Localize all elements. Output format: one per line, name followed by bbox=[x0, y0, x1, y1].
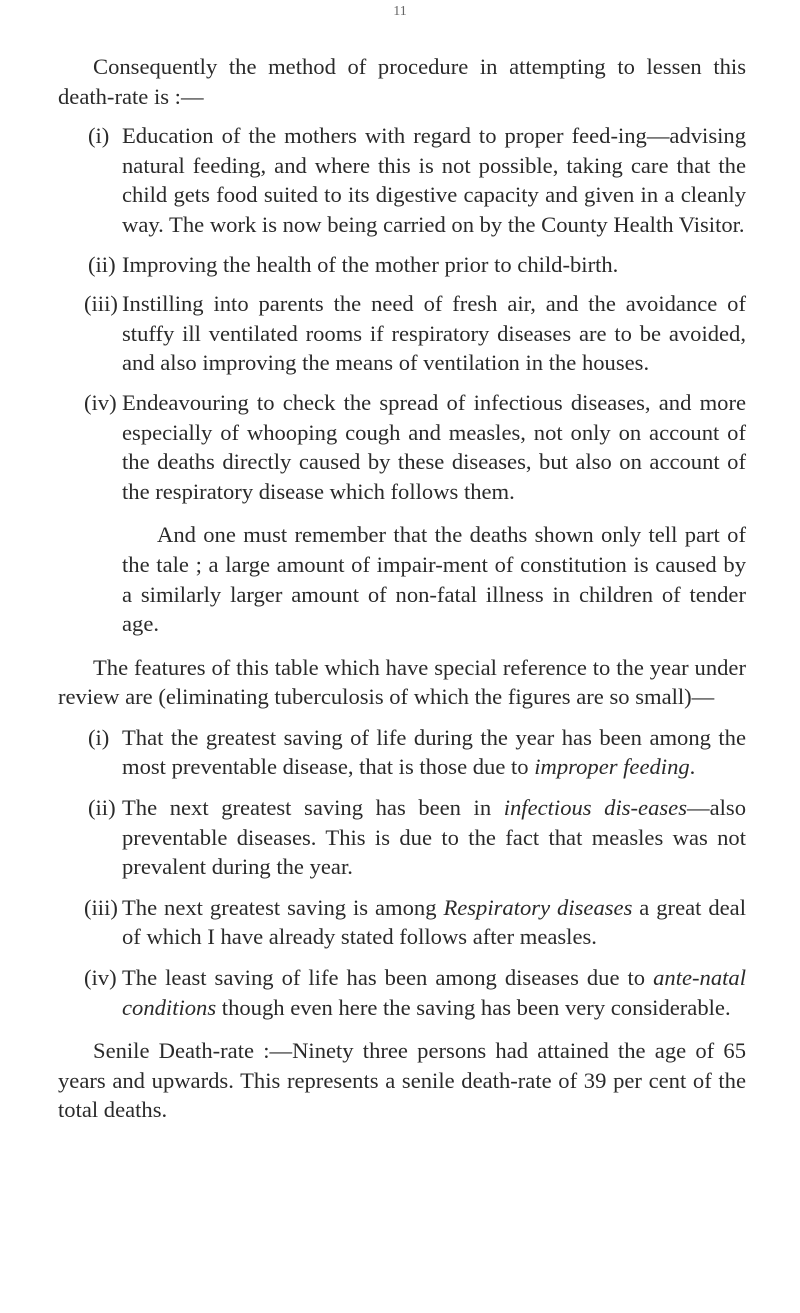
remember-paragraph: And one must remember that the deaths shown only tell part of the tale ; a large amount of impair-ment of constitution is caused by a similarly larger amount of non-fatal illness in children of tender age. bbox=[122, 522, 746, 637]
features-intro-paragraph: The features of this table which have special reference to the year under review are (eliminating tuberculosis of which the figures are so small)— bbox=[58, 654, 746, 710]
feature-text-end: . bbox=[689, 754, 696, 780]
page-number: 11 bbox=[393, 4, 407, 19]
intro-paragraph: Consequently the method of procedure in attempting to lessen this death-rate is :— bbox=[58, 54, 746, 109]
feature-emphasis: improper feeding bbox=[534, 754, 690, 780]
feature-text-end: a great deal of which I have already stated follows after measles. bbox=[122, 894, 746, 950]
page-body bbox=[58, 52, 746, 1125]
method-number: (ii) bbox=[88, 251, 116, 277]
senile-paragraph: Senile Death-rate :—Ninety three persons had attained the age of 65 years and upwards. This represents a senile death-rate of 39 per cent of the total deaths. bbox=[58, 1038, 746, 1123]
method-item-3 bbox=[58, 289, 746, 378]
feature-emphasis: ante-natal conditions bbox=[122, 965, 746, 1020]
feature-number: (i) bbox=[88, 724, 110, 750]
method-number: (iii) bbox=[84, 291, 118, 317]
feature-number: (iv) bbox=[84, 965, 117, 991]
method-text: Instilling into parents the need of fresh air, and the avoidance of stuffy ill ventilated rooms if respiratory diseases are to be avoided, and also improving the means of ventilation in the houses. bbox=[122, 291, 746, 376]
method-item-1 bbox=[58, 121, 746, 239]
feature-number: (iii) bbox=[84, 894, 118, 920]
feature-item-2 bbox=[58, 793, 746, 882]
feature-text-end: —also preventable diseases. This is due to the fact that measles was not prevalent during the year. bbox=[122, 795, 746, 880]
method-item-4 bbox=[58, 388, 746, 506]
feature-emphasis: infectious dis-eases bbox=[503, 795, 687, 821]
method-item-2 bbox=[58, 250, 746, 280]
feature-text: The next greatest saving is among bbox=[122, 894, 444, 920]
feature-text: That the greatest saving of life during the year has been among the most preventable disease, that is those due to bbox=[122, 724, 746, 780]
method-text: Improving the health of the mother prior to child-birth. bbox=[122, 251, 619, 277]
feature-emphasis: Respiratory diseases bbox=[443, 894, 633, 920]
feature-item-3 bbox=[58, 893, 746, 952]
feature-text: The least saving of life has been among diseases due to bbox=[122, 965, 654, 991]
feature-item-4 bbox=[58, 963, 746, 1022]
method-number: (iv) bbox=[84, 389, 117, 415]
feature-text: The next greatest saving has been in bbox=[122, 795, 504, 821]
feature-item-1 bbox=[58, 723, 746, 782]
method-number: (i) bbox=[88, 123, 110, 149]
method-text: Endeavouring to check the spread of infectious diseases, and more especially of whooping cough and measles, not only on account of the deaths directly caused by these diseases, but also on account of the respiratory disease which follows them. bbox=[122, 389, 746, 504]
feature-text-end: though even here the saving has been very considerable. bbox=[216, 994, 731, 1020]
feature-number: (ii) bbox=[88, 795, 116, 821]
method-text: Education of the mothers with regard to proper feed-ing—advising natural feeding, and where this is not possible, taking care that the child gets food suited to its digestive capacity and given in a cleanly way. The work is now being carried on by the County Health Visitor. bbox=[122, 123, 746, 237]
